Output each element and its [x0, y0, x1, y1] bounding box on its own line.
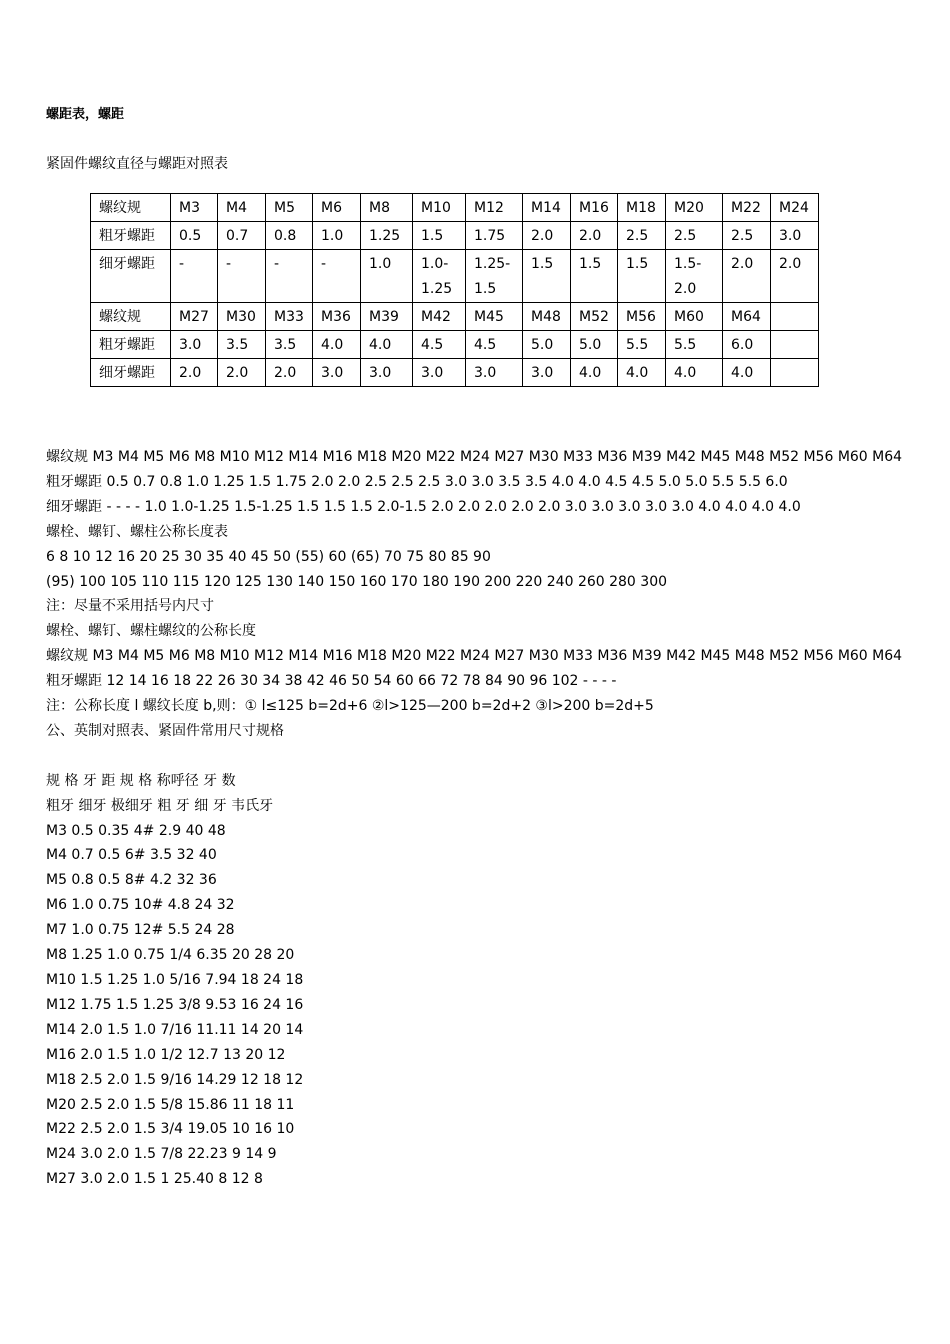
table-cell: 5.0 [571, 331, 618, 359]
table-cell: M10 [413, 194, 466, 222]
table-row [91, 222, 819, 250]
table-cell: 1.25 [361, 222, 413, 250]
row-header-cell: 螺纹规 [91, 303, 171, 331]
table-cell: M60 [666, 303, 723, 331]
table-row [91, 194, 819, 222]
text-line: M7 1.0 0.75 12# 5.5 24 28 [46, 922, 235, 939]
text-line: M5 0.8 0.5 8# 4.2 32 36 [46, 872, 217, 889]
table-cell: M4 [218, 194, 266, 222]
text-line: M3 0.5 0.35 4# 2.9 40 48 [46, 822, 226, 839]
table-cell: 0.5 [171, 222, 218, 250]
table-cell: - [171, 250, 218, 303]
table-cell: 3.0 [771, 222, 819, 250]
text-line: M6 1.0 0.75 10# 4.8 24 32 [46, 897, 235, 914]
table-cell: M42 [413, 303, 466, 331]
table-cell: 1.5 [618, 250, 666, 303]
row-header-cell: 螺纹规 [91, 194, 171, 222]
table-cell: M30 [218, 303, 266, 331]
table-cell: 2.0 [218, 359, 266, 387]
table-cell: 3.0 [171, 331, 218, 359]
table-cell [771, 359, 819, 387]
text-line: M24 3.0 2.0 1.5 7/8 22.23 9 14 9 [46, 1146, 277, 1163]
text-line: M14 2.0 1.5 1.0 7/16 11.11 14 20 14 [46, 1021, 304, 1038]
table-cell: M24 [771, 194, 819, 222]
table-cell: 1.0 [361, 250, 413, 303]
table-cell [771, 331, 819, 359]
table-cell: 2.0 [171, 359, 218, 387]
text-line: M27 3.0 2.0 1.5 1 25.40 8 12 8 [46, 1171, 263, 1188]
row-header-cell: 粗牙螺距 [91, 222, 171, 250]
text-line: 粗牙螺距 0.5 0.7 0.8 1.0 1.25 1.5 1.75 2.0 2.0 2.5 2.5 2.5 3.0 3.0 3.5 3.5 4.0 4.0 4.5 4.5 5.0 5.0 5.5 5.5 6.0 [46, 473, 788, 490]
table-cell: M27 [171, 303, 218, 331]
text-line: 粗牙 细牙 极细牙 粗 牙 细 牙 韦氏牙 [46, 797, 274, 814]
table-cell: 5.5 [618, 331, 666, 359]
table-cell: M52 [571, 303, 618, 331]
body-text [46, 445, 906, 1192]
table-cell: 5.0 [523, 331, 571, 359]
table-row [91, 331, 819, 359]
table-cell: 1.5 [523, 250, 571, 303]
table-cell: 4.5 [413, 331, 466, 359]
table-cell: 2.5 [666, 222, 723, 250]
table-cell: M3 [171, 194, 218, 222]
table-cell: 4.0 [571, 359, 618, 387]
text-line: (95) 100 105 110 115 120 125 130 140 150 160 170 180 190 200 220 240 260 280 300 [46, 573, 668, 590]
table-cell: M56 [618, 303, 666, 331]
table-cell: 1.0-1.25 [413, 250, 466, 303]
text-line: M18 2.5 2.0 1.5 9/16 14.29 12 18 12 [46, 1071, 304, 1088]
text-line: M12 1.75 1.5 1.25 3/8 9.53 16 24 16 [46, 996, 304, 1013]
table-cell: M45 [466, 303, 523, 331]
table-cell: 1.5 [571, 250, 618, 303]
text-line: 螺纹规 M3 M4 M5 M6 M8 M10 M12 M14 M16 M18 M20 M22 M24 M27 M30 M33 M36 M39 M42 M45 M48 M52 M56 M60 M64 [46, 449, 903, 465]
table-cell: M39 [361, 303, 413, 331]
table-cell: 4.0 [666, 359, 723, 387]
table-cell: 3.0 [466, 359, 523, 387]
table-cell: M12 [466, 194, 523, 222]
table-cell: 1.75 [466, 222, 523, 250]
table-cell: 2.5 [723, 222, 771, 250]
table-cell: M16 [571, 194, 618, 222]
text-line: M20 2.5 2.0 1.5 5/8 15.86 11 18 11 [46, 1096, 295, 1113]
table-row [91, 250, 819, 303]
table-cell: 2.0 [523, 222, 571, 250]
table-cell: 3.5 [266, 331, 313, 359]
text-line: 公、英制对照表、紧固件常用尺寸规格 [46, 722, 284, 739]
table-cell: 2.5 [618, 222, 666, 250]
table-cell: M22 [723, 194, 771, 222]
table-cell: M18 [618, 194, 666, 222]
table-cell: 4.0 [723, 359, 771, 387]
table-row [91, 359, 819, 387]
table-cell: 0.8 [266, 222, 313, 250]
table-cell: M33 [266, 303, 313, 331]
table-cell: 3.5 [218, 331, 266, 359]
row-header-cell: 粗牙螺距 [91, 331, 171, 359]
table-cell: 6.0 [723, 331, 771, 359]
table-cell: 1.5-2.0 [666, 250, 723, 303]
table-cell: M48 [523, 303, 571, 331]
text-line: 细牙螺距 - - - - 1.0 1.0-1.25 1.5-1.25 1.5 1.5 1.5 2.0-1.5 2.0 2.0 2.0 2.0 2.0 3.0 3.0 3.0 3.0 3.0 4.0 4.0 4.0 4.0 [46, 498, 801, 515]
table-cell: 4.5 [466, 331, 523, 359]
text-line: M8 1.25 1.0 0.75 1/4 6.35 20 28 20 [46, 947, 295, 964]
table-cell: 1.25-1.5 [466, 250, 523, 303]
table-cell: 2.0 [723, 250, 771, 303]
text-line: M16 2.0 1.5 1.0 1/2 12.7 13 20 12 [46, 1046, 286, 1063]
thread-pitch-table [90, 193, 819, 387]
table-cell: - [218, 250, 266, 303]
table-cell: M8 [361, 194, 413, 222]
text-line: 规 格 牙 距 规 格 称呼径 牙 数 [46, 772, 236, 789]
text-line: 螺栓、螺钉、螺柱螺纹的公称长度 [46, 623, 256, 640]
table-cell: 3.0 [523, 359, 571, 387]
table-caption: 紧固件螺纹直径与螺距对照表 [46, 156, 228, 172]
text-line: M10 1.5 1.25 1.0 5/16 7.94 18 24 18 [46, 972, 304, 989]
document-title: 螺距表，螺距 [46, 107, 125, 122]
table-cell: - [313, 250, 361, 303]
text-line: M22 2.5 2.0 1.5 3/4 19.05 10 16 10 [46, 1121, 295, 1138]
table-cell: 3.0 [313, 359, 361, 387]
blank-line [46, 744, 906, 769]
table-cell: 3.0 [413, 359, 466, 387]
table-cell: 5.5 [666, 331, 723, 359]
table-cell: M5 [266, 194, 313, 222]
table-cell: 0.7 [218, 222, 266, 250]
text-line: 螺栓、螺钉、螺柱公称长度表 [46, 523, 228, 540]
text-line: 注：尽量不采用括号内尺寸 [46, 598, 214, 615]
text-line: 6 8 10 12 16 20 25 30 35 40 45 50 (55) 60 (65) 70 75 80 85 90 [46, 548, 491, 565]
table-row [91, 303, 819, 331]
table-cell: 4.0 [313, 331, 361, 359]
table-cell: M36 [313, 303, 361, 331]
text-line: M4 0.7 0.5 6# 3.5 32 40 [46, 847, 217, 864]
table-cell: M6 [313, 194, 361, 222]
table-cell: 2.0 [266, 359, 313, 387]
table-cell: 2.0 [571, 222, 618, 250]
table-cell: 2.0 [771, 250, 819, 303]
table-cell: 4.0 [618, 359, 666, 387]
table-cell: M20 [666, 194, 723, 222]
table-cell: M64 [723, 303, 771, 331]
text-line: 注：公称长度 l 螺纹长度 b,则：① l≤125 b=2d+6 ②l>125—200 b=2d+2 ③l>200 b=2d+5 [46, 698, 654, 715]
text-line: 粗牙螺距 12 14 16 18 22 26 30 34 38 42 46 50 54 60 66 72 78 84 90 96 102 - - - - [46, 673, 617, 690]
table-cell [771, 303, 819, 331]
table-cell: M14 [523, 194, 571, 222]
table-cell: - [266, 250, 313, 303]
table-cell: 1.0 [313, 222, 361, 250]
table-cell: 4.0 [361, 331, 413, 359]
row-header-cell: 细牙螺距 [91, 359, 171, 387]
row-header-cell: 细牙螺距 [91, 250, 171, 303]
text-line: 螺纹规 M3 M4 M5 M6 M8 M10 M12 M14 M16 M18 M20 M22 M24 M27 M30 M33 M36 M39 M42 M45 M48 M52 M56 M60 M64 [46, 648, 903, 665]
table-cell: 1.5 [413, 222, 466, 250]
table-cell: 3.0 [361, 359, 413, 387]
